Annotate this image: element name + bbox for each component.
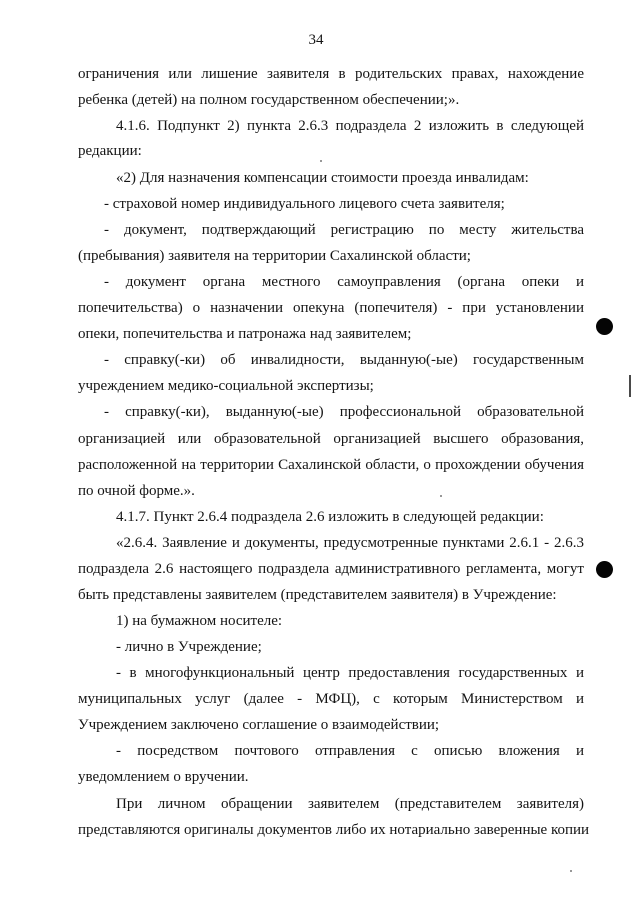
text-line: опеки, попечительства и патронажа над заявителем;	[78, 326, 412, 342]
text-line: (пребывания) заявителя на территории Сахалинской области;	[78, 248, 471, 264]
text-line: представляются оригиналы документов либо их нотариально заверенные копии	[78, 822, 590, 838]
scan-speck	[440, 495, 442, 497]
text-line: «2.6.4. Заявление и документы, предусмотренные пунктами 2.6.1 - 2.6.3	[116, 535, 584, 551]
text-line: попечительства) о назначении опекуна (попечителя) - при установлении	[78, 300, 584, 316]
text-line: муниципальных услуг (далее - МФЦ), с которым Министерством и	[78, 691, 584, 707]
text-line: - документ органа местного самоуправления (органа опеки и	[104, 274, 584, 290]
text-line: - справку(-ки), выданную(-ые) профессиональной образовательной	[104, 404, 584, 420]
text-line: - справку(-ки) об инвалидности, выданную(-ые) государственным	[104, 352, 584, 368]
text-line: - в многофункциональный центр предоставления государственных и	[116, 665, 584, 681]
text-line: 4.1.6. Подпункт 2) пункта 2.6.3 подраздела 2 изложить в следующей	[116, 118, 584, 134]
text-line: ограничения или лишение заявителя в родительских правах, нахождение	[78, 66, 584, 82]
scan-speck	[320, 160, 322, 162]
page-number: 34	[308, 32, 324, 48]
text-line: Учреждением заключено соглашение о взаимодействии;	[78, 717, 440, 733]
text-line: уведомлением о вручении.	[78, 769, 249, 785]
text-line: - страховой номер индивидуального лицевого счета заявителя;	[104, 196, 505, 212]
text-line: - лично в Учреждение;	[116, 639, 262, 655]
text-line: расположенной на территории Сахалинской области, о прохождении обучения	[78, 457, 584, 473]
punch-hole	[596, 561, 613, 578]
text-line: - посредством почтового отправления с описью вложения и	[116, 743, 584, 759]
text-line: организацией или образовательной организацией высшего образования,	[78, 431, 584, 447]
text-line: быть представлены заявителем (представителем заявителя) в Учреждение:	[78, 587, 557, 603]
text-line: «2) Для назначения компенсации стоимости проезда инвалидам:	[116, 170, 529, 186]
scan-speck	[570, 870, 572, 872]
text-line: по очной форме.».	[78, 483, 195, 499]
punch-hole	[596, 318, 613, 335]
text-line: редакции:	[78, 143, 142, 159]
text-line: подраздела 2.6 настоящего подраздела административного регламента, могут	[78, 561, 584, 577]
text-line: - документ, подтверждающий регистрацию по месту жительства	[104, 222, 584, 238]
text-line: 4.1.7. Пункт 2.6.4 подраздела 2.6 изложить в следующей редакции:	[116, 509, 544, 525]
text-line: 1) на бумажном носителе:	[116, 613, 283, 629]
text-line: При личном обращении заявителем (представителем заявителя)	[116, 796, 584, 812]
text-line: ребенка (детей) на полном государственном обеспечении;».	[78, 92, 460, 108]
scan-edge-mark	[629, 375, 631, 397]
text-line: учреждением медико-социальной экспертизы;	[78, 378, 374, 394]
